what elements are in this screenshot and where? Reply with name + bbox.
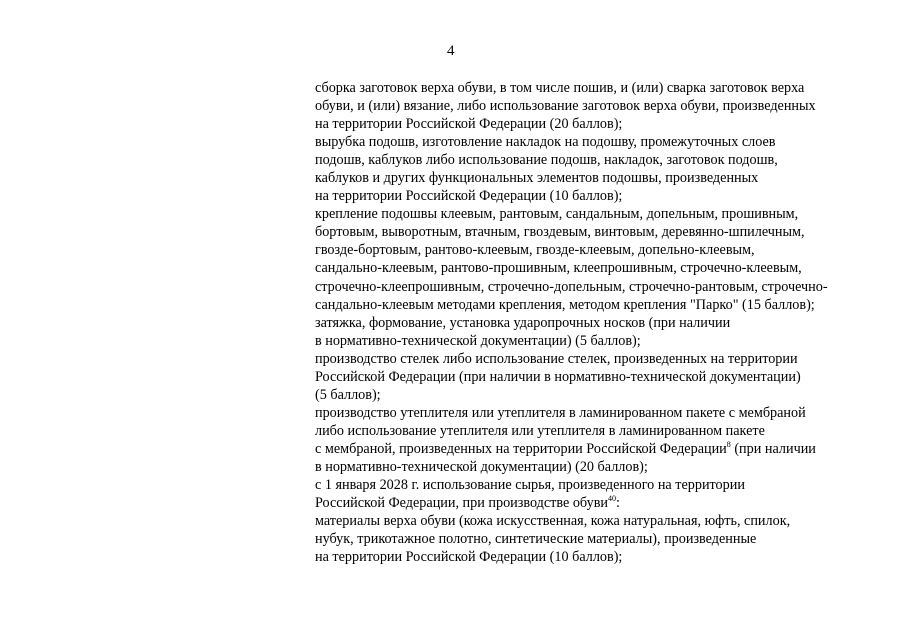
text-line: крепление подошвы клеевым, рантовым, сандальным, допельным, прошивным, [315, 206, 799, 223]
text-line-with-footnote [315, 440, 875, 458]
text-line: в нормативно-технической документации) (20 баллов); [315, 458, 648, 475]
footnote-ref[interactable]: 8 [726, 439, 731, 449]
text-line: с 1 января 2028 г. использование сырья, произведенного на территории [315, 477, 745, 494]
text-line: нубук, трикотажное полотно, синтетические материалы), произведенные [315, 531, 757, 548]
text-line: каблуков и других функциональных элементов подошвы, произведенных [315, 170, 759, 187]
text-line: сандально-клеевым методами крепления, методом крепления "Парко" (15 баллов); [315, 296, 815, 313]
text-line-with-footnote [315, 494, 875, 512]
text-line: на территории Российской Федерации (10 баллов); [315, 188, 623, 205]
text-line: Российской Федерации (при наличии в нормативно-технической документации) [315, 368, 801, 385]
text-line: строчечно-клеепрошивным, строчечно-допельным, строчечно-рантовым, строчечно- [315, 278, 828, 295]
document-body [315, 79, 875, 566]
page-number: 4 [447, 43, 455, 59]
text-line: вырубка подошв, изготовление накладок на подошву, промежуточных слоев [315, 134, 776, 151]
text-line: материалы верха обуви (кожа искусственная, кожа натуральная, юфть, спилок, [315, 513, 791, 530]
line-text-after: (при наличии [730, 440, 816, 457]
text-line: на территории Российской Федерации (20 баллов); [315, 116, 623, 133]
text-line: (5 баллов); [315, 386, 381, 403]
text-line: сандально-клеевым, рантово-прошивным, клеепрошивным, строчечно-клеевым, [315, 260, 802, 277]
text-line: подошв, каблуков либо использование подошв, накладок, заготовок подошв, [315, 152, 778, 169]
footnote-ref[interactable]: 40 [607, 494, 616, 504]
text-line: в нормативно-технической документации) (5 баллов); [315, 332, 641, 349]
text-line: либо использование утеплителя или утеплителя в ламинированном пакете [315, 422, 765, 439]
text-line: гвозде-бортовым, рантово-клеевым, гвозде-клеевым, допельно-клеевым, [315, 242, 755, 259]
line-text: с мембраной, произведенных на территории Российской Федерации [315, 440, 727, 457]
line-text: Российской Федерации, при производстве обуви [315, 495, 608, 512]
text-line: производство стелек либо использование стелек, произведенных на территории [315, 350, 798, 367]
text-line: затяжка, формование, установка ударопрочных носков (при наличии [315, 314, 731, 331]
text-line: сборка заготовок верха обуви, в том числе пошив, и (или) сварка заготовок верха [315, 80, 805, 96]
text-line: на территории Российской Федерации (10 баллов); [315, 549, 623, 566]
text-line: производство утеплителя или утеплителя в ламинированном пакете с мембраной [315, 404, 806, 421]
text-line: бортовым, выворотным, втачным, гвоздевым, винтовым, деревянно-шпилечным, [315, 224, 805, 241]
text-line: обуви, и (или) вязание, либо использование заготовок верха обуви, произведенных [315, 98, 816, 115]
line-text-after: : [615, 495, 620, 512]
